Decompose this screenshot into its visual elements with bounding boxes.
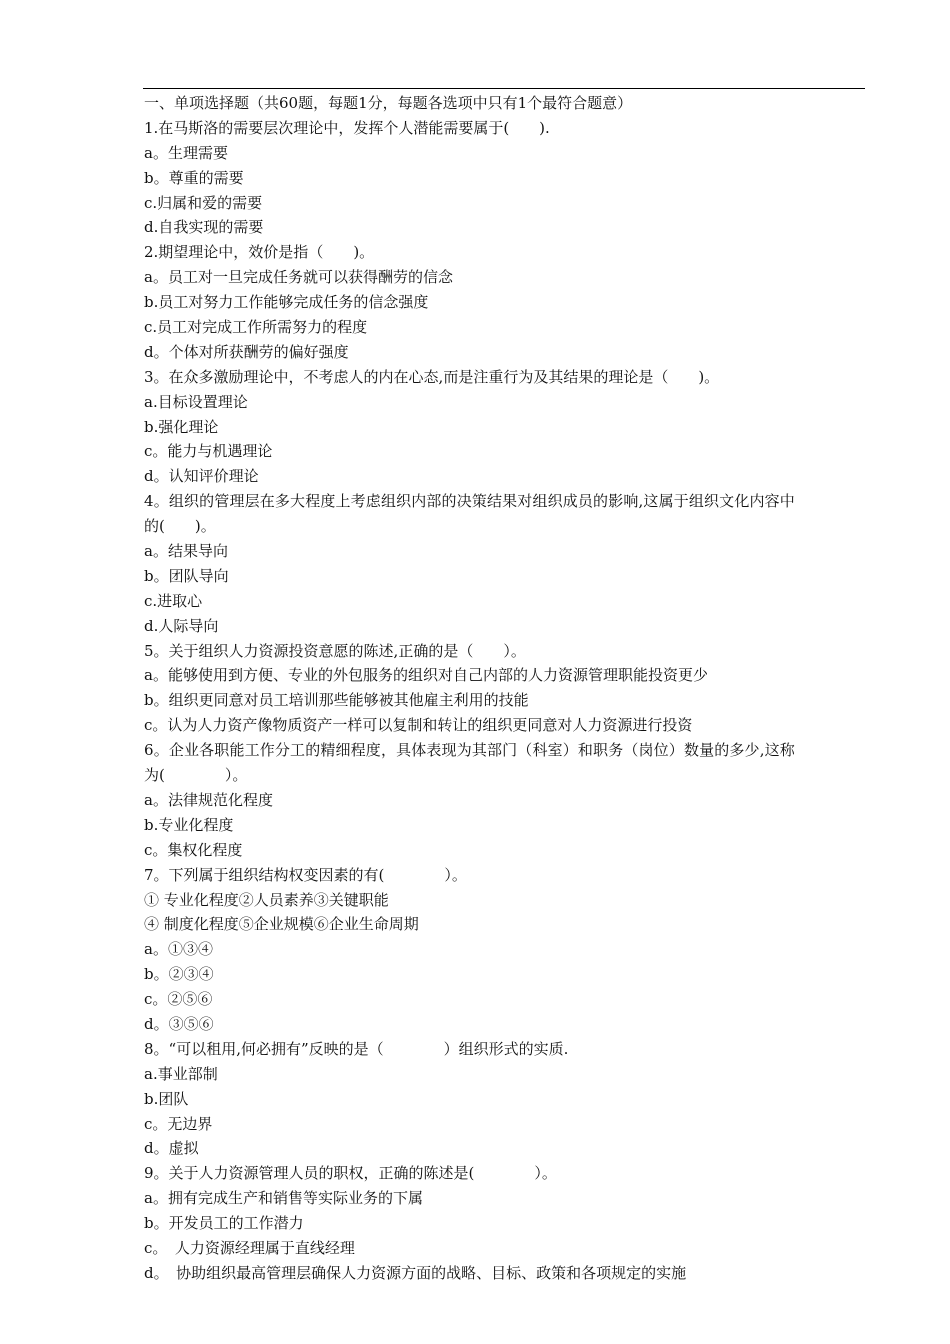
option-line: b.团队 (144, 1089, 189, 1108)
option-line: b。尊重的需要 (144, 168, 244, 187)
question-2: 2.期望理论中，效价是指（ )。 (144, 243, 375, 262)
option-line: d。 协助组织最高管理层确保人力资源方面的战略、目标、政策和各项规定的实施 (144, 1263, 687, 1282)
question-7-items: ④ 制度化程度⑤企业规模⑥企业生命周期 (144, 915, 419, 934)
option-line: a。生理需要 (144, 143, 228, 162)
option-line: c.进取心 (144, 591, 203, 610)
option-line: a。拥有完成生产和销售等实际业务的下属 (144, 1189, 423, 1208)
option-line: d.人际导向 (144, 616, 219, 635)
option-line: c。认为人力资产像物质资产一样可以复制和转让的组织更同意对人力资源进行投资 (144, 716, 693, 735)
question-1: 1.在马斯洛的需要层次理论中，发挥个人潜能需要属于( ). (144, 118, 550, 137)
option-line: b。②③④ (144, 965, 214, 984)
section-heading: 一、单项选择题（共60题，每题1分，每题各选项中只有1个最符合题意） (144, 94, 633, 112)
option-line: c。 人力资源经理属于直线经理 (144, 1238, 355, 1257)
question-6: 6。企业各职能工作分工的精细程度，具体表现为其部门（科室）和职务（岗位）数量的多少,这称 (144, 741, 795, 760)
question-content (144, 91, 868, 1286)
option-line: a。员工对一旦完成任务就可以获得酬劳的信念 (144, 268, 453, 287)
option-line: a.目标设置理论 (144, 392, 248, 411)
option-line: d.自我实现的需要 (144, 218, 264, 237)
option-line: a。结果导向 (144, 542, 228, 561)
option-line: a.事业部制 (144, 1064, 218, 1083)
option-line: d。认知评价理论 (144, 467, 259, 486)
option-line: a。法律规范化程度 (144, 790, 273, 809)
option-line: b。组织更同意对员工培训那些能够被其他雇主利用的技能 (144, 691, 529, 710)
question-9: 9。关于人力资源管理人员的职权，正确的陈述是( ）。 (144, 1164, 557, 1183)
option-line: c.归属和爱的需要 (144, 193, 263, 212)
question-5: 5。关于组织人力资源投资意愿的陈述,正确的是（ ）。 (144, 641, 526, 660)
header-rule (143, 88, 865, 89)
option-line: b.员工对努力工作能够完成任务的信念强度 (144, 293, 429, 312)
option-line: b.强化理论 (144, 417, 219, 436)
option-line: c。无边界 (144, 1114, 213, 1133)
option-line: a。①③④ (144, 940, 213, 959)
option-line: d。虚拟 (144, 1139, 199, 1158)
option-line: d。个体对所获酬劳的偏好强度 (144, 342, 349, 361)
question-7-items: ① 专业化程度②人员素养③关键职能 (144, 890, 389, 909)
question-7: 7。下列属于组织结构权变因素的有( ）。 (144, 865, 467, 884)
option-line: c。集权化程度 (144, 840, 243, 859)
option-line: b。开发员工的工作潜力 (144, 1214, 304, 1233)
option-line: c。②⑤⑥ (144, 990, 213, 1009)
question-6-continued: 为( ）。 (144, 766, 248, 785)
option-line: c.员工对完成工作所需努力的程度 (144, 318, 368, 337)
question-4: 4。组织的管理层在多大程度上考虑组织内部的决策结果对组织成员的影响,这属于组织文化内容中 (144, 492, 795, 511)
question-4-continued: 的( )。 (144, 517, 216, 536)
option-line: a。能够使用到方便、专业的外包服务的组织对自己内部的人力资源管理职能投资更少 (144, 666, 708, 685)
question-3: 3。在众多激励理论中，不考虑人的内在心态,而是注重行为及其结果的理论是（ )。 (144, 367, 720, 386)
option-line: d。③⑤⑥ (144, 1014, 214, 1033)
option-line: c。能力与机遇理论 (144, 442, 273, 461)
question-8: 8。“可以租用,何必拥有”反映的是（ ）组织形式的实质. (144, 1039, 569, 1058)
option-line: b。团队导向 (144, 566, 229, 585)
option-line: b.专业化程度 (144, 815, 234, 834)
